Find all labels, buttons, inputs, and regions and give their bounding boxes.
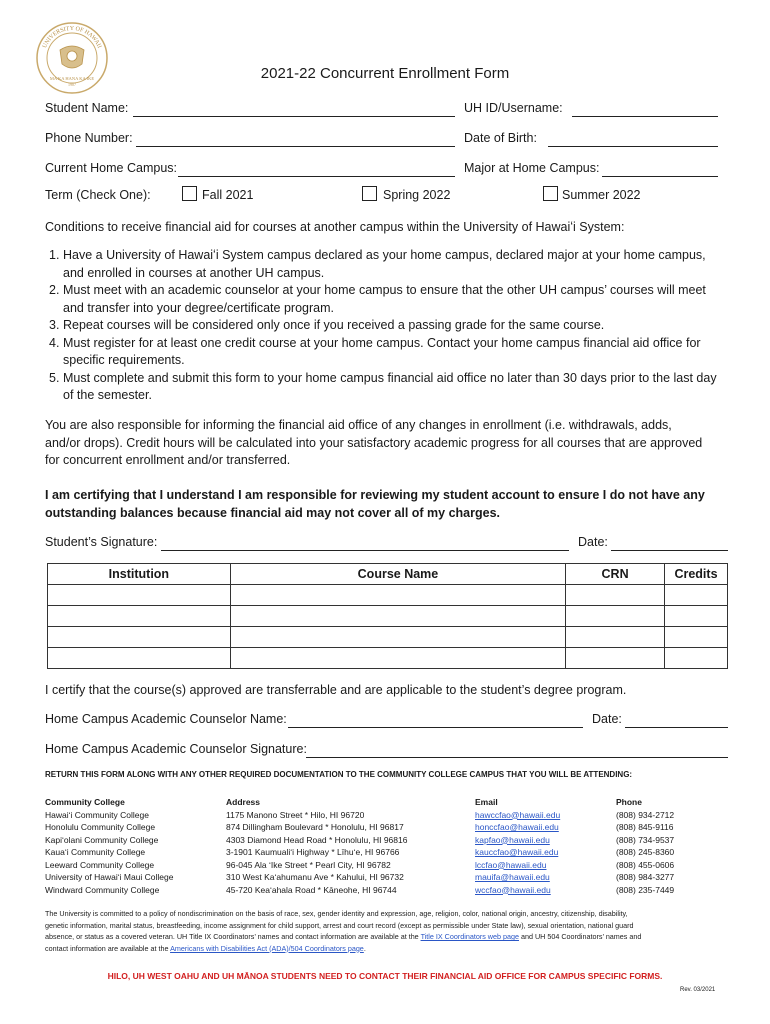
uh-id-label: UH ID/Username: <box>464 101 563 115</box>
nondiscrimination-notice: The University is committed to a policy of nondiscrimination on the basis of race, sex, gender identity and expression, age, religion, color, national origin, ancestry, citizenship, disability, genetic information, marital status, breastfeeding, income assignment for child support, arrest and court record (except as permissible under State law), sexual orientation, national guard absence, or status as a covered veteran. UH Title IX Coordinators’ names and contact information are available at the Title IX Coordinators web page and UH 504 Coordinators’ names and contact information are available at the Americans with Disabilities Act (ADA)/504 Coordinators page. <box>45 909 642 953</box>
list-item: Kapiʻolani Community College <box>45 834 159 845</box>
address-header: Address <box>226 797 261 807</box>
counselor-name-field[interactable] <box>288 727 583 728</box>
list-item: 310 West Kaʻahumanu Ave * Kahului, HI 96732 <box>226 872 404 882</box>
form-title: 2021-22 Concurrent Enrollment Form <box>260 65 510 82</box>
counselor-date-label: Date: <box>592 712 622 726</box>
list-item: (808) 245-8360 <box>616 847 675 857</box>
college-header: Community College <box>45 797 125 807</box>
list-item: 4303 Diamond Head Road * Honolulu, HI 96816 <box>226 834 408 845</box>
table-row <box>48 606 728 627</box>
email-link[interactable]: lccfao@hawaii.edu <box>475 859 547 870</box>
summer-label: Summer 2022 <box>562 188 641 202</box>
list-item: 3-1901 Kaumualiʻi Highway * Līhuʻe, HI 96766 <box>226 847 400 857</box>
phone-field[interactable] <box>136 146 455 147</box>
spring-checkbox[interactable] <box>362 186 377 201</box>
list-item: (808) 235-7449 <box>616 884 675 895</box>
student-signature-label: Student’s Signature: <box>45 535 158 549</box>
list-item: Kauaʻi Community College <box>45 847 146 857</box>
list-item: Hawaiʻi Community College <box>45 809 149 820</box>
summer-checkbox[interactable] <box>543 186 558 201</box>
university-seal <box>36 22 108 94</box>
credits-header: Credits <box>665 564 728 585</box>
counselor-signature-field[interactable] <box>306 757 728 758</box>
student-name-label: Student Name: <box>45 101 129 115</box>
email-link[interactable]: wccfao@hawaii.edu <box>475 884 551 895</box>
student-date-label: Date: <box>578 535 608 549</box>
campus-warning: HILO, UH WEST OAHU AND UH MĀNOA STUDENTS NEED TO CONTACT THEIR FINANCIAL AID OFFICE FOR CAMPUS SPECIFIC FORMS. <box>107 971 663 981</box>
title-ix-link[interactable]: Title IX Coordinators web page <box>420 932 519 941</box>
list-item: 2. Must meet with an academic counselor at your home campus to ensure that the other UH campus’ courses will meet and transfer into your degree/certificate program. <box>49 283 706 315</box>
email-link[interactable]: mauifa@hawaii.edu <box>475 872 550 882</box>
list-item: 3. Repeat courses will be considered only once if you received a passing grade for the same course. <box>49 318 605 332</box>
counselor-date-field[interactable] <box>625 727 728 728</box>
table-row <box>48 585 728 606</box>
ada-504-link[interactable]: Americans with Disabilities Act (ADA)/504 Coordinators page <box>170 943 364 953</box>
institution-header: Institution <box>48 564 231 585</box>
conditions-list <box>45 247 745 405</box>
email-link[interactable]: hawccfao@hawaii.edu <box>475 809 561 820</box>
list-item: (808) 934-2712 <box>616 809 675 820</box>
list-item: 874 Dillingham Boulevard * Honolulu, HI 96817 <box>226 822 404 832</box>
seal-ring-text: UNIVERSITY OF HAWAII <box>42 25 102 50</box>
conditions-intro: Conditions to receive financial aid for courses at another campus within the University of Hawaiʻi System: <box>45 220 625 234</box>
dob-label: Date of Birth: <box>464 131 537 145</box>
home-campus-label: Current Home Campus: <box>45 161 177 175</box>
email-header: Email <box>475 797 498 807</box>
seal-year: 1907 <box>68 82 76 87</box>
term-label: Term (Check One): <box>45 188 151 202</box>
return-note: RETURN THIS FORM ALONG WITH ANY OTHER REQUIRED DOCUMENTATION TO THE COMMUNITY COLLEGE CAMPUS THAT YOU WILL BE ATTENDING: <box>45 770 633 779</box>
uh-id-field[interactable] <box>572 116 718 117</box>
student-name-field[interactable] <box>133 116 455 117</box>
email-link[interactable]: honccfao@hawaii.edu <box>475 822 559 832</box>
email-link[interactable]: kapfao@hawaii.edu <box>475 834 550 845</box>
list-item: (808) 845-9116 <box>616 822 674 832</box>
list-item: Honolulu Community College <box>45 822 156 832</box>
list-item: 1175 Manono Street * Hilo, HI 96720 <box>226 809 365 820</box>
major-field[interactable] <box>602 176 718 177</box>
counselor-certify: I certify that the course(s) approved are transferrable and are applicable to the student’s degree program. <box>45 683 627 697</box>
certify-statement: I am certifying that I understand I am responsible for reviewing my student account to ensure I do not have any outstanding balances because financial aid may not cover all of my charges. <box>45 488 705 520</box>
list-item: University of Hawaiʻi Maui College <box>45 872 174 882</box>
list-item: 4. Must register for at least one credit course at your home campus. Contact your home campus financial aid office for specific requirements. <box>49 335 701 367</box>
course-name-header: Course Name <box>230 564 565 585</box>
dob-field[interactable] <box>548 146 718 147</box>
fall-checkbox[interactable] <box>182 186 197 201</box>
course-table <box>47 563 728 669</box>
spring-label: Spring 2022 <box>383 188 451 202</box>
counselor-signature-label: Home Campus Academic Counselor Signature: <box>45 742 307 756</box>
list-item: 1. Have a University of Hawaiʻi System campus declared as your home campus, declared major at your home campus, and enrolled in courses at another UH campus. <box>49 248 706 280</box>
list-item: 45-720 Keaʻahala Road * Kāneohe, HI 96744 <box>226 884 397 895</box>
major-label: Major at Home Campus: <box>464 161 600 175</box>
table-row <box>48 648 728 669</box>
phone-label: Phone Number: <box>45 131 133 145</box>
list-item: Windward Community College <box>45 884 160 895</box>
student-date-field[interactable] <box>611 550 728 551</box>
responsibility-paragraph: You are also responsible for informing the financial aid office of any changes in enrollment (i.e. withdrawals, adds, and/or drops). Credit hours will be calculated into your satisfactory academic progress for all courses that are approved for concurrent enrollment and/or transferred. <box>45 418 703 467</box>
revision-date: Rev. 03/2021 <box>680 987 716 993</box>
home-campus-field[interactable] <box>178 176 455 177</box>
list-item: 96-045 Ala ʻIke Street * Pearl City, HI 96782 <box>226 859 391 870</box>
list-item: (808) 984-3277 <box>616 872 675 882</box>
email-link[interactable]: kauccfao@hawaii.edu <box>475 847 559 857</box>
phone-header: Phone <box>616 797 642 807</box>
list-item: (808) 455-0606 <box>616 859 675 870</box>
table-row <box>48 627 728 648</box>
list-item: 5. Must complete and submit this form to your home campus financial aid office no later than 30 days prior to the last day of the semester. <box>49 370 717 402</box>
counselor-name-label: Home Campus Academic Counselor Name: <box>45 712 287 726</box>
crn-header: CRN <box>566 564 665 585</box>
fall-label: Fall 2021 <box>202 188 254 202</box>
list-item: (808) 734-9537 <box>616 834 675 845</box>
student-signature-field[interactable] <box>161 550 569 551</box>
seal-motto: MA KA HANA KA IKE <box>49 76 95 81</box>
list-item: Leeward Community College <box>45 859 155 870</box>
